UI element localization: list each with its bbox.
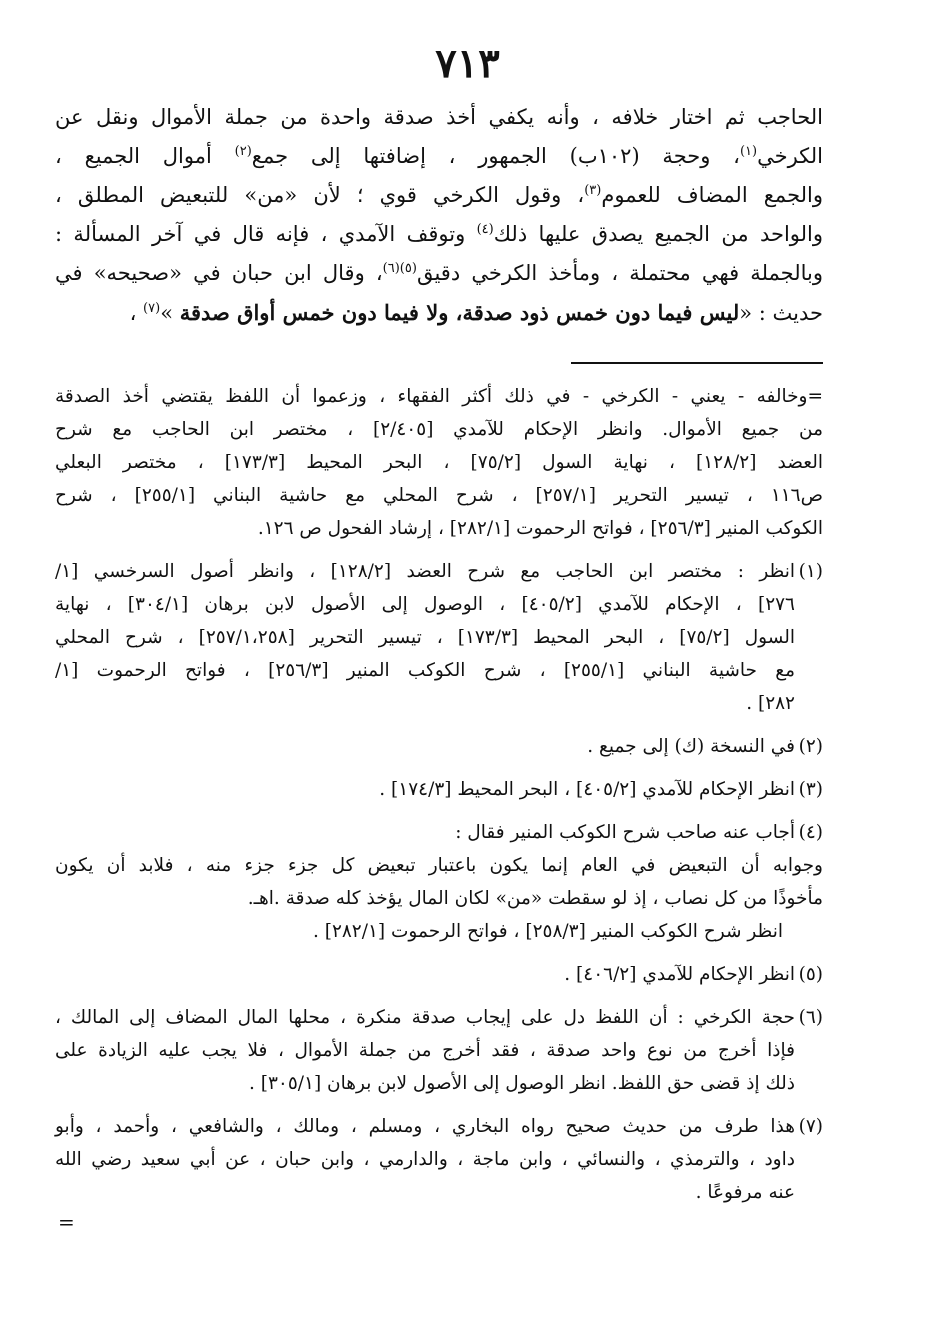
footnote-line — [55, 555, 823, 588]
footnote-line — [55, 446, 823, 479]
main-text-line — [55, 176, 823, 215]
footnote-line — [55, 588, 823, 621]
footnote-text: انظر الإحكام للآمدي [٤٠٥/٢] ، البحر المحيط [١٧٤/٣] . — [379, 779, 795, 800]
main-text-line — [55, 254, 823, 293]
footnote-gap — [55, 763, 823, 773]
footnote-text: ص١١٦ ، تيسير التحرير [٢٥٧/١] ، شرح المحلي مع حاشية البناني [٢٥٥/١] ، شرح — [55, 485, 823, 506]
footnote-ref: (٣) — [584, 183, 602, 198]
footnote-text: ذلك إذ قضى حق اللفظ. انظر الوصول إلى الأصول لابن برهان [٣٠٥/١] . — [248, 1073, 795, 1094]
footnote-line — [55, 687, 823, 720]
footnote-line — [55, 512, 823, 545]
main-text-line — [55, 98, 823, 137]
footnote-text: الكوكب المنير [٢٥٦/٣] ، فواتح الرحموت [٢٨٢/١] ، إرشاد الفحول ص ١٢٦. — [257, 518, 823, 539]
footnote-text: انظر : مختصر ابن الحاجب مع شرح العضد [١٢٨/٢] ، وانظر أصول السرخسي [١/ — [55, 561, 796, 582]
footnote-number: (٢) — [798, 736, 823, 757]
footnote-text: من جميع الأموال. وانظر الإحكام للآمدي [٢/٤٠٥] ، مختصر ابن الحاجب مع شرح — [55, 419, 823, 440]
footnote-line — [55, 621, 823, 654]
text-run: حديث : « — [739, 301, 823, 325]
footnote-line — [55, 1110, 823, 1143]
footnote-gap — [55, 948, 823, 958]
text-run: وبالجملة فهي محتملة ، ومأخذ الكرخي دقيق — [416, 261, 823, 285]
footnote-gap — [55, 545, 823, 555]
main-text-line — [55, 215, 823, 254]
footnote-separator — [571, 362, 823, 364]
footnote-ref: (١) — [739, 144, 758, 159]
footnote-number: (٤) — [798, 822, 823, 843]
footnote-number: (١) — [798, 561, 824, 582]
footnote-gap — [55, 1100, 823, 1110]
text-run: وتوقف الآمدي ، فإنه قال في آخر المسألة : — [55, 222, 477, 246]
footnote-line — [55, 915, 823, 948]
hadith-text: ليس فيما دون خمس ذود صدقة، ولا فيما دون خمس أواق صدقة — [179, 300, 740, 325]
footnote-line — [55, 1034, 823, 1067]
text-run: ، — [129, 301, 144, 325]
main-text-line — [55, 137, 823, 176]
footnote-text: وجوابه أن التبعيض في العام إنما يكون باعتبار تبعيض كل جزء جزء منه ، فلابد أن يكون — [55, 855, 823, 876]
footnote-gap — [55, 991, 823, 1001]
footnote-line — [55, 773, 823, 806]
footnote-number: (٥) — [798, 964, 823, 985]
footnote-text: =وخالفه - يعني - الكرخي - في ذلك أكثر الفقهاء ، وزعموا أن اللفظ يقتضي أخذ الصدقة — [55, 386, 823, 407]
footnote-line — [55, 1176, 823, 1209]
footnote-text: فإذا أخرج من نوع واحد صدقة ، فقد أخرج من جملة الأموال ، فلا يجب عليه الزيادة على — [55, 1040, 795, 1061]
footnote-ref: (٢) — [234, 144, 252, 159]
footnote-text: مع حاشية البناني [٢٥٥/١] ، شرح الكوكب المنير [٢٥٦/٣] ، فواتح الرحموت [١/ — [55, 660, 796, 681]
footnote-line — [55, 413, 823, 446]
footnote-line — [55, 882, 823, 915]
text-run: والجمع المضاف للعموم — [601, 183, 824, 207]
footnote-text: داود ، والترمذي ، والنسائي ، وابن ماجة ، والدارمي ، وابن حبان ، عن أبي سعيد رضي الله — [55, 1149, 795, 1170]
footnote-line — [55, 1001, 823, 1034]
footnote-ref: (٤) — [476, 222, 494, 237]
text-run: أموال الجميع ، — [55, 144, 235, 168]
page-number: ٧١٣ — [435, 40, 500, 87]
footnote-line — [55, 1067, 823, 1100]
text-run: الكرخي — [757, 144, 823, 168]
footnote-ref: (٥)(٦) — [382, 261, 417, 276]
footnote-number: (٧) — [798, 1116, 823, 1137]
footnote-text: عنه مرفوعًا . — [695, 1182, 795, 1203]
footnote-gap — [55, 720, 823, 730]
footnote-line — [55, 849, 823, 882]
text-run: ، وحجة (١٠٢ب) الجمهور ، إضافتها إلى جمع — [251, 144, 740, 168]
footnote-text: في النسخة (ك) إلى جميع . — [587, 736, 795, 757]
footnote-line — [55, 730, 823, 763]
footnotes — [55, 380, 823, 1209]
text-run: ، وقال ابن حبان في «صحيحه» في — [55, 261, 383, 285]
text-run: الحاجب ثم اختار خلافه ، وأنه يكفي أخذ صدقة واحدة من جملة الأموال ونقل عن — [55, 105, 823, 129]
footnote-text: مأخوذًا من كل نصاب ، إذ لو سقطت «من» لكان المال يؤخذ كله صدقة .اهـ. — [247, 888, 823, 909]
footnote-gap — [55, 806, 823, 816]
footnote-line — [55, 479, 823, 512]
text-run: ، وقول الكرخي قوي ؛ لأن «من» للتبعيض المطلق ، — [55, 183, 585, 207]
footnote-line — [55, 1143, 823, 1176]
footnote-text: أجاب عنه صاحب شرح الكوكب المنير فقال : — [455, 822, 795, 843]
main-text-line — [55, 293, 823, 332]
footnote-line — [55, 816, 823, 849]
footnote-text: انظر الإحكام للآمدي [٤٠٦/٢] . — [564, 964, 795, 985]
footnote-number: (٦) — [798, 1007, 823, 1028]
continuation-mark: = — [58, 1210, 75, 1234]
footnote-number: (٣) — [798, 779, 823, 800]
footnote-text: العضد [١٢٨/٢] ، نهاية السول [٧٥/٢] ، البحر المحيط [١٧٣/٣] ، مختصر البعلي — [55, 452, 823, 473]
footnote-text: ٢٨٢] . — [746, 693, 795, 714]
text-run: » — [160, 301, 180, 325]
footnote-text: هذا طرف من حديث صحيح رواه البخاري ، ومسلم ، ومالك ، والشافعي ، وأحمد ، وأبو — [55, 1116, 795, 1137]
text-run: والواحد من الجميع يصدق عليها ذلك — [493, 222, 823, 246]
footnote-text: السول [٧٥/٢] ، البحر المحيط [١٧٣/٣] ، تيسير التحرير [٢٥٧/١،٢٥٨] ، شرح المحلي — [55, 627, 795, 648]
footnote-text: حجة الكرخي : أن اللفظ دل على إيجاب صدقة منكرة ، محلها المال المضاف إلى المالك ، — [55, 1007, 795, 1028]
footnote-line — [55, 654, 823, 687]
footnote-ref: (٧) — [143, 301, 161, 316]
footnote-text: ٢٧٦] ، الإحكام للآمدي [٤٠٥/٢] ، الوصول إلى الأصول لابن برهان [٣٠٤/١] ، نهاية — [55, 594, 795, 615]
footnote-text: انظر شرح الكوكب المنير [٢٥٨/٣] ، فواتح الرحموت [٢٨٢/١] . — [312, 921, 783, 942]
footnote-line — [55, 958, 823, 991]
main-text — [55, 98, 823, 332]
footnote-line — [55, 380, 823, 413]
